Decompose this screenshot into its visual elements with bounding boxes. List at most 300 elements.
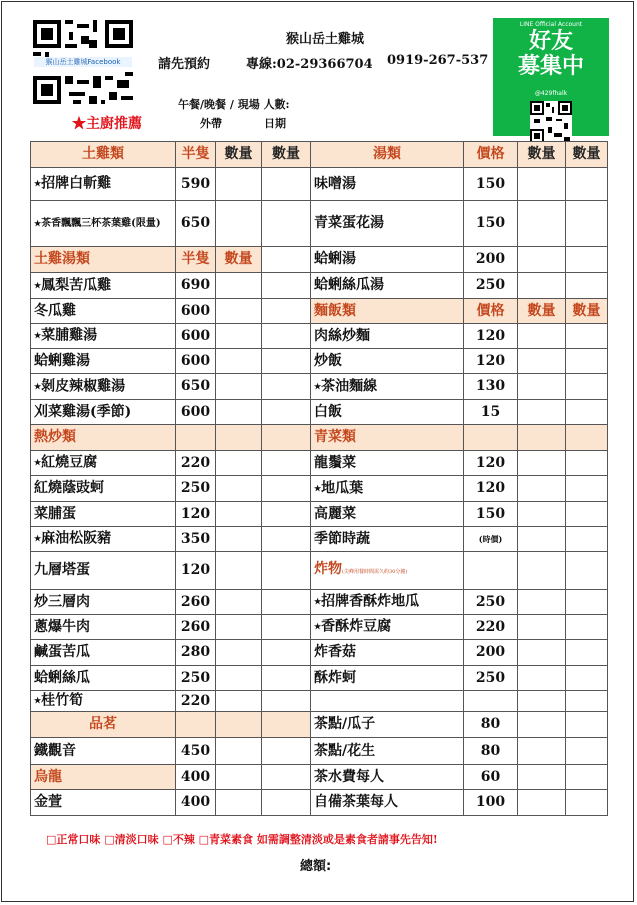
qty-cell — [216, 615, 262, 640]
section-fill — [518, 425, 566, 451]
table-row — [31, 790, 608, 816]
right-header-qty-1-text: 數量 — [527, 146, 556, 162]
item-name — [311, 712, 464, 738]
table-row — [31, 247, 608, 273]
section-fried — [311, 552, 464, 590]
item-price — [176, 502, 216, 527]
fried-label: 炸物 — [314, 560, 342, 577]
table-row — [31, 349, 608, 374]
table-row — [31, 666, 608, 691]
section-qty-label-text: 數量 — [527, 302, 556, 319]
left-header-qty-2-text: 數量 — [272, 146, 300, 162]
item-price — [176, 476, 216, 502]
right-header-name — [311, 142, 464, 168]
qty-cell — [566, 168, 608, 201]
qty-cell — [216, 299, 262, 324]
item-price-text: 600 — [180, 327, 211, 344]
qty-cell — [518, 502, 566, 527]
item-price — [464, 590, 518, 615]
item-name-text: 高麗菜 — [314, 505, 356, 522]
section-qty-label — [216, 247, 262, 273]
left-header-qty-2 — [262, 142, 311, 168]
qty-cell — [262, 527, 311, 552]
item-name — [311, 738, 464, 765]
qty-cell — [216, 451, 262, 476]
item-price — [176, 790, 216, 816]
qty-cell — [262, 502, 311, 527]
chef-recommend: ★主廚推薦 — [72, 116, 142, 132]
item-name-text: 地瓜葉 — [321, 480, 364, 497]
qty-cell — [262, 590, 311, 615]
section-noodle-rice — [311, 299, 464, 324]
item-price — [464, 349, 518, 374]
table-row — [31, 400, 608, 425]
table-row — [31, 640, 608, 666]
item-price-text: 600 — [180, 302, 211, 319]
qty-cell — [518, 615, 566, 640]
item-name-text: 酥炸蚵 — [314, 669, 356, 686]
item-name-text: 蛤蜊絲瓜 — [34, 669, 90, 686]
item-name — [311, 790, 464, 816]
qty-cell — [262, 273, 311, 299]
item-price-text: 120 — [475, 480, 506, 496]
empty-cell — [464, 552, 518, 590]
qr-caption: 猴山岳土雞城Facebook — [34, 57, 132, 67]
qty-cell — [518, 790, 566, 816]
item-name — [31, 590, 176, 615]
item-price-text: 690 — [180, 277, 211, 293]
item-price — [464, 374, 518, 400]
item-price-text: 600 — [180, 352, 211, 369]
item-name-text: 紅燒蔭豉蚵 — [34, 480, 104, 496]
table-row — [31, 142, 608, 168]
total-label: 總額: — [300, 859, 332, 874]
item-price — [464, 273, 518, 299]
qty-cell — [216, 790, 262, 816]
star-icon: ★ — [314, 482, 322, 493]
qty-cell — [216, 324, 262, 349]
item-price-text: 450 — [180, 742, 211, 759]
item-price-text: 120 — [180, 505, 211, 522]
right-header-price — [464, 142, 518, 168]
star-icon: ★ — [34, 330, 42, 341]
qty-cell — [262, 691, 311, 712]
item-price-text: 400 — [180, 794, 211, 810]
qty-cell — [262, 552, 311, 590]
item-name — [31, 640, 176, 666]
item-price — [176, 691, 216, 712]
section-half-label — [176, 247, 216, 273]
fried-note: (尖峰用餐時間需久約30分鐘) — [342, 568, 408, 575]
taste-options-legend: □正常口味 □清淡口味 □不辣 □青菜素食 如需調整清淡或是素食者請事先告知! — [46, 833, 438, 846]
qty-cell — [518, 666, 566, 691]
item-price — [464, 168, 518, 201]
item-name-text: 剝皮辣椒雞湯 — [41, 378, 126, 395]
star-icon: ★ — [314, 380, 322, 391]
empty-cell — [566, 691, 608, 712]
empty-cell — [311, 691, 464, 712]
item-name — [311, 374, 464, 400]
section-qty-label-text: 數量 — [572, 302, 601, 319]
item-name-text: 烏龍 — [34, 768, 62, 785]
item-price — [464, 615, 518, 640]
item-price-text: 150 — [475, 215, 506, 231]
item-price-text: 250 — [475, 669, 506, 686]
right-header-qty-2-text: 數量 — [572, 146, 601, 162]
item-name-text: 蔥爆牛肉 — [34, 618, 90, 635]
star-icon: ★ — [314, 596, 322, 607]
item-price-text: 150 — [475, 505, 506, 522]
line-badge-heading-2: 募集中 — [517, 54, 584, 79]
table-row — [31, 527, 608, 552]
section-stir-fry — [31, 425, 176, 451]
item-price — [176, 738, 216, 765]
item-price — [176, 273, 216, 299]
item-name-text: 茶點/瓜子 — [314, 716, 376, 732]
right-header-price-text: 價格 — [476, 146, 505, 162]
qty-cell — [518, 527, 566, 552]
item-price — [176, 349, 216, 374]
item-name — [311, 666, 464, 691]
item-name-text: 桂竹筍 — [41, 692, 84, 709]
qty-cell — [566, 324, 608, 349]
section-fill — [176, 425, 216, 451]
item-price-text: 350 — [180, 530, 211, 547]
star-icon: ★ — [34, 457, 42, 468]
item-price-text: 650 — [180, 215, 211, 231]
item-name-text: 炒飯 — [314, 352, 342, 369]
qty-cell — [566, 615, 608, 640]
item-price — [176, 168, 216, 201]
item-name-text: 蛤蜊湯 — [314, 251, 356, 267]
item-name — [311, 400, 464, 425]
qty-cell — [518, 765, 566, 790]
section-price-label — [464, 299, 518, 324]
hotline-phone: 專線:02-29366704 — [246, 57, 373, 72]
item-price — [176, 552, 216, 590]
item-price — [176, 615, 216, 640]
item-price-text: 120 — [475, 327, 506, 344]
section-tea-text: 品茗 — [89, 716, 117, 732]
item-name-text: 青菜蛋花湯 — [314, 215, 384, 231]
table-row — [31, 502, 608, 527]
qty-cell — [262, 201, 311, 247]
item-name-text: 鹹蛋苦瓜 — [34, 644, 90, 660]
item-price-text: 150 — [475, 175, 506, 192]
item-price — [464, 502, 518, 527]
table-row — [31, 691, 608, 712]
item-price — [464, 247, 518, 273]
star-icon: ★ — [34, 279, 42, 290]
item-name-text: 茶油麵線 — [321, 378, 378, 395]
item-price-text: 130 — [475, 378, 506, 394]
menu-table — [30, 141, 608, 816]
qty-cell — [566, 738, 608, 765]
item-name-text: 招牌白斬雞 — [41, 175, 112, 192]
item-name — [311, 247, 464, 273]
item-price-text: 250 — [180, 669, 211, 686]
item-name — [31, 349, 176, 374]
item-price-text: 100 — [475, 794, 506, 810]
section-chicken-soup-text: 土雞湯類 — [34, 251, 90, 267]
item-name — [311, 168, 464, 201]
qty-cell — [216, 349, 262, 374]
qty-cell — [566, 247, 608, 273]
item-price — [176, 299, 216, 324]
line-badge-caption: LINE Official Account — [519, 21, 583, 28]
line-official-badge — [493, 18, 609, 136]
qty-cell — [262, 640, 311, 666]
section-half-label-text: 半隻 — [181, 251, 210, 267]
qty-cell — [566, 400, 608, 425]
section-price-label-text: 價格 — [476, 302, 505, 319]
item-name — [31, 201, 176, 247]
item-price — [464, 765, 518, 790]
item-name-text: 蛤蜊絲瓜湯 — [314, 277, 384, 293]
mobile-phone: 0919-267-537 — [387, 53, 489, 68]
table-row — [31, 299, 608, 324]
qty-cell — [262, 324, 311, 349]
item-price — [464, 451, 518, 476]
qty-cell — [216, 201, 262, 247]
left-header-name — [31, 142, 176, 168]
qty-cell — [216, 273, 262, 299]
item-name — [31, 691, 176, 712]
qty-cell — [518, 451, 566, 476]
item-name-text: 麻油松阪豬 — [41, 530, 112, 547]
item-price — [464, 476, 518, 502]
section-qty-label — [566, 299, 608, 324]
qty-cell — [566, 451, 608, 476]
item-name-text: 紅燒豆腐 — [41, 454, 98, 471]
table-row — [31, 552, 608, 590]
section-fill — [216, 712, 262, 738]
qty-cell — [262, 299, 311, 324]
qty-cell — [518, 374, 566, 400]
qty-cell — [216, 691, 262, 712]
item-name — [31, 666, 176, 691]
date-field: 日期 — [264, 117, 286, 130]
right-header-qty-1 — [518, 142, 566, 168]
qty-cell — [216, 765, 262, 790]
item-name-text: 九層塔蛋 — [34, 562, 90, 578]
qty-cell — [518, 349, 566, 374]
item-name-text: 菜脯蛋 — [34, 505, 76, 522]
table-row — [31, 273, 608, 299]
qty-cell — [518, 273, 566, 299]
item-name — [31, 400, 176, 425]
item-price — [176, 374, 216, 400]
qty-cell — [216, 374, 262, 400]
item-price — [176, 666, 216, 691]
item-price-text: 250 — [475, 593, 506, 610]
section-chicken-soup — [31, 247, 176, 273]
section-qty-label — [518, 299, 566, 324]
star-icon: ★ — [34, 178, 42, 189]
item-price-text: 260 — [180, 593, 211, 610]
item-price — [464, 738, 518, 765]
qty-cell — [566, 666, 608, 691]
star-icon: ★ — [314, 621, 322, 632]
item-name-text: 味噌湯 — [314, 175, 356, 192]
qty-cell — [262, 476, 311, 502]
table-row — [31, 590, 608, 615]
star-icon: ★ — [34, 533, 42, 544]
item-name-text: 季節時蔬 — [314, 530, 370, 547]
qty-cell — [566, 765, 608, 790]
item-name — [31, 502, 176, 527]
qty-cell — [518, 738, 566, 765]
star-icon: ★ — [34, 380, 42, 391]
section-fill — [566, 425, 608, 451]
item-price-text: 60 — [480, 768, 501, 785]
item-name — [311, 640, 464, 666]
item-price-text: 400 — [180, 768, 211, 785]
item-name-text: 鳳梨苦瓜雞 — [41, 277, 112, 294]
item-name — [311, 502, 464, 527]
item-name — [311, 615, 464, 640]
item-name — [31, 790, 176, 816]
item-name-text: 炸香菇 — [314, 644, 356, 660]
qty-cell — [262, 765, 311, 790]
qty-cell — [566, 790, 608, 816]
qty-cell — [566, 476, 608, 502]
qty-cell — [262, 666, 311, 691]
takeout-field: 外帶 — [200, 117, 222, 130]
item-name — [311, 451, 464, 476]
item-name — [311, 590, 464, 615]
item-price-text: 250 — [180, 480, 211, 496]
table-row — [31, 425, 608, 451]
qty-cell — [216, 502, 262, 527]
table-row — [31, 476, 608, 502]
star-icon: ★ — [34, 695, 42, 706]
section-tea — [31, 712, 176, 738]
qty-cell — [518, 400, 566, 425]
item-name-text: 肉絲炒麵 — [314, 327, 370, 344]
left-header-qty-1-text: 數量 — [224, 146, 253, 162]
table-row — [31, 738, 608, 765]
qty-cell — [518, 247, 566, 273]
item-price — [176, 324, 216, 349]
qty-cell — [216, 400, 262, 425]
meal-type-field: 午餐/晚餐 / 現場 人數: — [178, 98, 290, 111]
left-header-name-text: 土雞類 — [82, 146, 124, 162]
table-row — [31, 765, 608, 790]
section-fill — [464, 425, 518, 451]
qty-cell — [566, 712, 608, 738]
qty-cell — [216, 738, 262, 765]
item-price — [464, 400, 518, 425]
line-id: @429fhalk — [534, 90, 568, 97]
item-name — [311, 765, 464, 790]
item-name — [31, 552, 176, 590]
item-price — [464, 790, 518, 816]
item-price-text: 250 — [475, 277, 506, 293]
section-noodle-rice-text: 麵飯類 — [314, 302, 356, 319]
qty-cell — [566, 273, 608, 299]
item-name-text: 鐵觀音 — [34, 742, 76, 759]
item-price-text: (時價) — [478, 533, 503, 544]
item-name-text: 冬瓜雞 — [34, 302, 76, 319]
item-price-text: 80 — [480, 716, 501, 732]
right-header-name-text: 湯類 — [373, 146, 401, 162]
item-name — [311, 324, 464, 349]
qty-cell — [518, 590, 566, 615]
qty-cell — [518, 201, 566, 247]
qty-cell — [262, 400, 311, 425]
item-name-text: 招牌香酥炸地瓜 — [321, 593, 420, 610]
item-price — [464, 324, 518, 349]
item-name — [31, 273, 176, 299]
section-qty-label-text: 數量 — [224, 251, 253, 267]
item-price — [176, 201, 216, 247]
item-price — [464, 712, 518, 738]
item-name — [31, 738, 176, 765]
item-price-text: 220 — [475, 618, 506, 635]
section-fill — [176, 712, 216, 738]
table-row — [31, 201, 608, 247]
qty-cell — [216, 666, 262, 691]
table-row — [31, 168, 608, 201]
item-price-text: 120 — [180, 562, 211, 578]
item-name — [311, 201, 464, 247]
qty-cell — [518, 168, 566, 201]
left-header-half — [176, 142, 216, 168]
item-price-text: 650 — [180, 378, 211, 394]
qty-cell — [262, 451, 311, 476]
item-price-text: 120 — [475, 454, 506, 471]
item-name-text: 菜脯雞湯 — [41, 327, 98, 344]
item-name — [31, 765, 176, 790]
empty-cell — [262, 247, 311, 273]
item-price — [176, 451, 216, 476]
qty-cell — [216, 168, 262, 201]
table-row — [31, 615, 608, 640]
item-price — [176, 590, 216, 615]
item-name — [31, 299, 176, 324]
item-price — [176, 400, 216, 425]
table-row — [31, 374, 608, 400]
item-price-text: 600 — [180, 403, 211, 420]
item-name — [311, 476, 464, 502]
qty-cell — [262, 349, 311, 374]
line-badge-heading-1: 好友 — [528, 29, 573, 54]
item-price — [176, 640, 216, 666]
item-price — [464, 527, 518, 552]
item-price — [464, 640, 518, 666]
item-name-text: 茶點/花生 — [314, 742, 376, 759]
item-name — [31, 476, 176, 502]
empty-cell — [518, 552, 566, 590]
item-name — [31, 615, 176, 640]
qty-cell — [518, 324, 566, 349]
item-name-text: 蛤蜊雞湯 — [34, 352, 90, 369]
qty-cell — [216, 552, 262, 590]
qty-cell — [216, 527, 262, 552]
qty-cell — [566, 349, 608, 374]
table-row — [31, 712, 608, 738]
item-name — [31, 168, 176, 201]
qty-cell — [566, 502, 608, 527]
qty-cell — [216, 476, 262, 502]
qty-cell — [262, 790, 311, 816]
empty-cell — [518, 691, 566, 712]
item-name — [311, 527, 464, 552]
item-price-text: 80 — [480, 742, 501, 759]
section-vegetable-text: 青菜類 — [314, 429, 356, 445]
item-name — [311, 273, 464, 299]
